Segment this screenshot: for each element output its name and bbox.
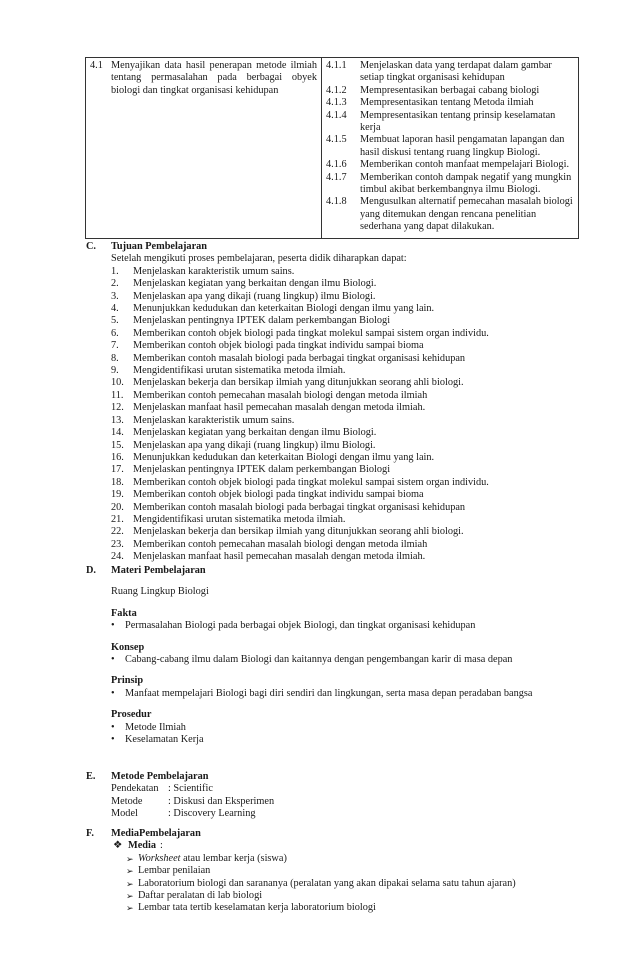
section-tujuan [86, 241, 586, 564]
item-text: Memberikan contoh objek biologi pada tingkat molekul sampai sistem organ individu. [133, 327, 489, 339]
item-number: 4. [111, 303, 119, 315]
item-number: 3. [111, 290, 119, 302]
kd-number: 4.1 [90, 60, 103, 71]
prosedur-item: Keselamatan Kerja [125, 734, 204, 746]
arrow-bullet-icon: ➢ [126, 866, 134, 877]
item-number: 1. [111, 265, 119, 277]
media-item-rest: Lembar tata tertib keselamatan kerja laboratorium biologi [138, 902, 376, 914]
media-item-text [138, 902, 376, 914]
list-item [111, 340, 586, 352]
list-item [111, 415, 586, 427]
media-item-text [138, 853, 287, 865]
indicator-text: Mempresentasikan tentang prinsip keselamatan kerja [360, 109, 556, 134]
item-text: Menjelaskan kegiatan yang berkaitan dengan ilmu Biologi. [133, 278, 377, 290]
bullet-icon: • [111, 734, 115, 746]
list-item [111, 315, 586, 327]
list-item [111, 266, 586, 278]
list-item [111, 390, 586, 402]
bullet-icon: • [111, 687, 115, 699]
section-title: MediaPembelajaran [111, 828, 201, 839]
list-item [111, 440, 586, 452]
media-item-text [138, 890, 262, 902]
indicator-number: 4.1.1 [326, 60, 347, 71]
section-intro: Setelah mengikuti proses pembelajaran, peserta didik diharapkan dapat: [111, 253, 407, 265]
list-item [111, 278, 586, 290]
prinsip-title: Prinsip [111, 675, 144, 687]
media-list [111, 853, 586, 915]
konsep-text: Cabang-cabang ilmu dalam Biologi dan kaitannya dengan pengembangan karir di masa depan [125, 654, 513, 666]
item-number: 14. [111, 427, 124, 439]
item-text: Memberikan contoh pemecahan masalah biologi dengan metoda ilmiah [133, 538, 428, 550]
item-number: 7. [111, 340, 119, 352]
list-item [111, 539, 586, 551]
list-item [111, 303, 586, 315]
item-text: Menunjukkan kedudukan dan keterkaitan Biologi dengan ilmu yang lain. [133, 451, 435, 463]
indicator-row [326, 60, 574, 85]
item-text: Memberikan contoh objek biologi pada tingkat molekul sampai sistem organ individu. [133, 476, 489, 488]
list-item [111, 477, 586, 489]
section-letter: C. [86, 241, 97, 252]
metode-row [111, 783, 586, 795]
metode-value: : Scientific [168, 783, 213, 795]
bullet-icon: • [111, 620, 115, 632]
metode-value: : Discovery Learning [168, 808, 256, 820]
kd-cell [86, 58, 322, 239]
indicator-text: Menjelaskan data yang terdapat dalam gambar setiap tingkat organisasi kehidupan [360, 60, 552, 84]
section-media [86, 828, 586, 915]
item-text: Memberikan contoh pemecahan masalah biologi dengan metoda ilmiah [133, 389, 428, 401]
fakta-text: Permasalahan Biologi pada berbagai objek Biologi, dan tingkat organisasi kehidupan [125, 620, 476, 632]
indicator-row [326, 110, 574, 135]
indicator-number: 4.1.7 [326, 171, 347, 183]
item-number: 15. [111, 439, 124, 451]
item-number: 16. [111, 451, 124, 463]
indicator-text: Membuat laporan hasil pengamatan lapangan dan hasil diskusi tentang ruang lingkup Biologi. [360, 134, 565, 158]
item-number: 2. [111, 278, 119, 290]
metode-row [111, 796, 586, 808]
item-number: 8. [111, 352, 119, 364]
item-text: Memberikan contoh objek biologi pada tingkat individu sampai bioma [133, 340, 424, 352]
media-item-text [138, 878, 516, 890]
item-text: Menjelaskan apa yang dikaji (ruang lingkup) ilmu Biologi. [133, 439, 376, 451]
item-number: 17. [111, 464, 124, 476]
item-number: 24. [111, 551, 124, 563]
list-item [111, 489, 586, 501]
item-text: Menunjukkan kedudukan dan keterkaitan Biologi dengan ilmu yang lain. [133, 303, 435, 315]
item-text: Mengidentifikasi urutan sistematika metoda ilmiah. [133, 365, 346, 377]
list-item [111, 377, 586, 389]
section-metode [86, 771, 586, 821]
metode-value: : Diskusi dan Eksperimen [168, 795, 275, 807]
section-letter: E. [86, 771, 96, 782]
item-text: Menjelaskan pentingnya IPTEK dalam perkembangan Biologi [133, 315, 391, 327]
media-item-italic: Worksheet [138, 852, 181, 864]
section-title: Materi Pembelajaran [111, 565, 206, 576]
list-item [126, 865, 586, 877]
kd-text: Menyajikan data hasil penerapan metode ilmiah tentang permasalahan pada berbagai obyek biologi dan tingkat organisasi kehidupan [111, 60, 317, 96]
indicator-number: 4.1.8 [326, 196, 347, 208]
item-number: 19. [111, 489, 124, 501]
indicator-text: Memberikan contoh manfaat mempelajari Biologi. [360, 159, 570, 171]
arrow-bullet-icon: ➢ [126, 853, 134, 864]
list-item [111, 365, 586, 377]
kd-indicator-table [85, 57, 579, 239]
item-text: Mengidentifikasi urutan sistematika metoda ilmiah. [133, 513, 346, 525]
item-text: Menjelaskan manfaat hasil pemecahan masalah dengan metoda ilmiah. [133, 402, 426, 414]
list-item [111, 502, 586, 514]
prosedur-title: Prosedur [111, 709, 152, 721]
table-row [86, 58, 579, 239]
media-colon: : [160, 840, 163, 852]
list-item [111, 734, 586, 746]
item-text: Menjelaskan apa yang dikaji (ruang lingkup) ilmu Biologi. [133, 290, 376, 302]
list-item [111, 722, 586, 734]
item-number: 20. [111, 501, 124, 513]
list-item [111, 526, 586, 538]
metode-row [111, 808, 586, 820]
list-item [111, 452, 586, 464]
metode-key: Pendekatan [111, 783, 159, 795]
section-materi [86, 565, 586, 746]
list-item [111, 402, 586, 414]
list-item [111, 464, 586, 476]
list-item [126, 902, 586, 914]
list-item [126, 853, 586, 865]
indicator-number: 4.1.3 [326, 97, 347, 109]
tujuan-list [111, 266, 586, 564]
media-item-text [138, 865, 210, 877]
media-item-rest: atau lembar kerja (siswa) [180, 852, 287, 864]
item-number: 13. [111, 414, 124, 426]
fakta-title: Fakta [111, 607, 137, 619]
list-item [126, 878, 586, 890]
item-text: Memberikan contoh objek biologi pada tingkat individu sampai bioma [133, 489, 424, 501]
item-number: 22. [111, 526, 124, 538]
list-item [111, 328, 586, 340]
prinsip-text: Manfaat mempelajari Biologi bagi diri sendiri dan lingkungan, serta masa depan peradaban bangsa [125, 687, 533, 699]
item-number: 21. [111, 513, 124, 525]
indicator-number: 4.1.2 [326, 84, 347, 96]
list-item [111, 551, 586, 563]
indicator-row [326, 97, 574, 109]
indicator-row [326, 172, 574, 197]
diamond-bullet-icon: ❖ [113, 840, 123, 852]
indicator-number: 4.1.6 [326, 159, 347, 171]
item-text: Menjelaskan pentingnya IPTEK dalam perkembangan Biologi [133, 464, 391, 476]
item-text: Menjelaskan karakteristik umum sains. [133, 414, 295, 426]
media-heading [113, 840, 586, 852]
list-item [126, 890, 586, 902]
indicator-number: 4.1.4 [326, 109, 347, 121]
indicator-text: Mempresentasikan berbagai cabang biologi [360, 84, 540, 96]
item-number: 6. [111, 327, 119, 339]
materi-topic: Ruang Lingkup Biologi [111, 586, 209, 598]
item-text: Memberikan contoh masalah biologi pada berbagai tingkat organisasi kehidupan [133, 501, 466, 513]
arrow-bullet-icon: ➢ [126, 891, 134, 902]
list-item [111, 688, 586, 700]
item-text: Memberikan contoh masalah biologi pada berbagai tingkat organisasi kehidupan [133, 352, 466, 364]
indicator-text: Memberikan contoh dampak negatif yang mungkin timbul akibat berkembangnya ilmu Biologi. [360, 171, 572, 196]
indicator-text: Mengusulkan alternatif pemecahan masalah biologi yang ditemukan dengan rencana penelitian sederhana yang dapat dilakukan. [360, 196, 573, 233]
item-text: Menjelaskan karakteristik umum sains. [133, 265, 295, 277]
media-item-rest: Daftar peralatan di lab biologi [138, 890, 263, 902]
item-number: 18. [111, 476, 124, 488]
list-item [111, 654, 586, 666]
item-text: Menjelaskan manfaat hasil pemecahan masalah dengan metoda ilmiah. [133, 551, 426, 563]
konsep-title: Konsep [111, 641, 145, 653]
item-number: 9. [111, 365, 119, 377]
list-item [111, 514, 586, 526]
section-letter: D. [86, 565, 97, 576]
list-item [111, 427, 586, 439]
prosedur-item: Metode Ilmiah [125, 721, 186, 733]
metode-key: Model [111, 808, 138, 820]
media-item-rest: Lembar penilaian [138, 865, 211, 877]
media-item-rest: Laboratorium biologi dan sarananya (peralatan yang akan dipakai selama satu tahun ajaran) [138, 877, 516, 889]
section-title: Tujuan Pembelajaran [111, 241, 208, 252]
item-number: 12. [111, 402, 124, 414]
item-number: 23. [111, 538, 124, 550]
item-number: 11. [111, 389, 124, 401]
indicator-cell [322, 58, 579, 239]
item-text: Menjelaskan bekerja dan bersikap ilmiah yang ditunjukkan seorang ahli biologi. [133, 377, 464, 389]
item-text: Menjelaskan kegiatan yang berkaitan dengan ilmu Biologi. [133, 427, 377, 439]
bullet-icon: • [111, 654, 115, 666]
indicator-number: 4.1.5 [326, 134, 347, 146]
section-title: Metode Pembelajaran [111, 771, 209, 782]
item-number: 5. [111, 315, 119, 327]
arrow-bullet-icon: ➢ [126, 903, 134, 914]
section-letter: F. [86, 828, 94, 839]
indicator-row [326, 134, 574, 159]
bullet-icon: • [111, 721, 115, 733]
list-item [111, 620, 586, 632]
list-item [111, 353, 586, 365]
indicator-row [326, 196, 574, 233]
list-item [111, 291, 586, 303]
metode-key: Metode [111, 795, 143, 807]
media-label: Media [128, 840, 157, 852]
item-number: 10. [111, 377, 124, 389]
indicator-text: Mempresentasikan tentang Metoda ilmiah [360, 97, 534, 109]
arrow-bullet-icon: ➢ [126, 878, 134, 889]
indicator-row [326, 85, 574, 97]
indicator-row [326, 159, 574, 171]
item-text: Menjelaskan bekerja dan bersikap ilmiah yang ditunjukkan seorang ahli biologi. [133, 526, 464, 538]
